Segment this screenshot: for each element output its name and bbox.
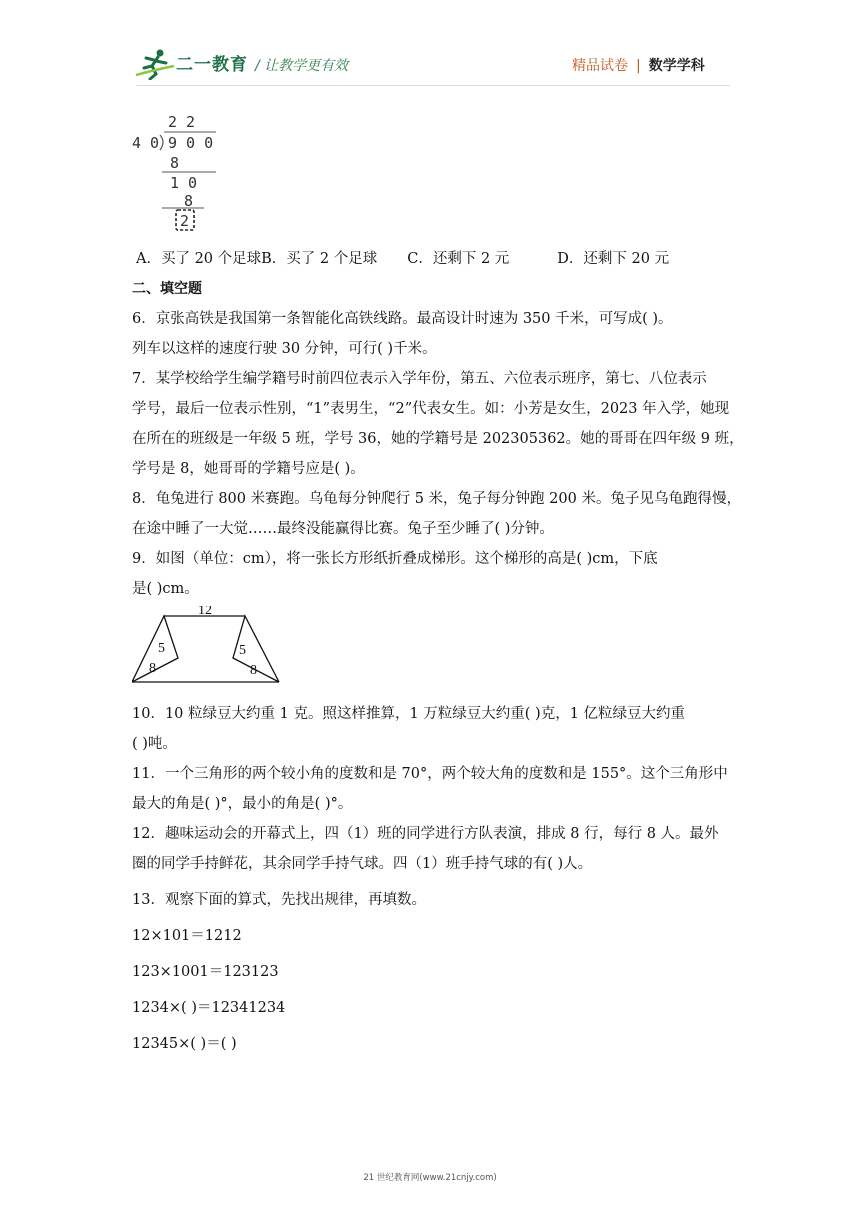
trapezoid-figure bbox=[132, 606, 292, 686]
section-title: 二、填空题 bbox=[132, 281, 202, 297]
header-separator: | bbox=[636, 58, 641, 74]
q11-line-1: 11．一个三角形的两个较小角的度数和是 70°，两个较大角的度数和是 155°。这个三角形中 bbox=[132, 766, 728, 782]
header-subject: 数学学科 bbox=[648, 58, 705, 74]
division-step2: 1 0 bbox=[170, 174, 198, 192]
q9-line-1: 9．如图（单位：cm），将一张长方形纸折叠成梯形。这个梯形的高是( )cm，下底 bbox=[132, 551, 658, 567]
q6-line-2: 列车以这样的速度行驶 30 分钟，可行( )千米。 bbox=[132, 341, 437, 357]
q5-options bbox=[132, 244, 732, 274]
header-right bbox=[572, 55, 705, 75]
q10-line-2: ( )吨。 bbox=[132, 736, 177, 752]
q9-line-2: 是( )cm。 bbox=[132, 581, 199, 597]
q13-equation-3: 1234×( )＝12341234 bbox=[132, 1000, 286, 1016]
division-dividend: 9 0 0 bbox=[168, 134, 214, 152]
q6-line-1: 6．京张高铁是我国第一条智能化高铁线路。最高设计时速为 350 千米，可写成( )。 bbox=[132, 311, 673, 327]
q8-line-2: 在途中睡了一大觉……最终没能赢得比赛。兔子至少睡了( )分钟。 bbox=[132, 521, 554, 537]
q5-option-a[interactable]: A．买了 20 个足球 bbox=[136, 251, 262, 267]
trap-top-label: 12 bbox=[198, 606, 212, 618]
division-step1: 8 bbox=[170, 154, 180, 172]
division-divisor: 4 0 bbox=[132, 134, 160, 152]
q13-equation-4: 12345×( )＝( ) bbox=[132, 1036, 237, 1052]
long-division-figure bbox=[128, 110, 238, 235]
q5-option-c[interactable]: C．还剩下 2 元 bbox=[407, 251, 510, 267]
q8-line-1: 8．龟兔进行 800 米赛跑。乌龟每分钟爬行 5 米，兔子每分钟跑 200 米。兔子见乌龟跑得慢， bbox=[132, 491, 741, 507]
q7-line-2: 学号，最后一位表示性别，“1”表男生，“2”代表女生。如：小芳是女生，2023 年入学，她现 bbox=[132, 401, 730, 417]
header-paper-type: 精品试卷 bbox=[572, 58, 628, 74]
q11-line-2: 最大的角是( )°，最小的角是( )°。 bbox=[132, 796, 353, 812]
header-divider bbox=[136, 85, 730, 86]
division-quotient: 2 2 bbox=[168, 113, 196, 131]
question-content bbox=[132, 244, 744, 1059]
trap-left-label-5: 5 bbox=[158, 641, 165, 656]
q13-equation-2: 123×1001＝123123 bbox=[132, 964, 279, 980]
trap-right-label-8: 8 bbox=[250, 663, 257, 678]
q7-line-4: 学号是 8，她哥哥的学籍号应是( )。 bbox=[132, 461, 365, 477]
q7-line-3: 在所在的班级是一年级 5 班，学号 36，她的学籍号是 202305362。她的哥哥在四年级 9 班， bbox=[132, 431, 744, 447]
page-footer: 21 世纪教育网(www.21cnjy.com) bbox=[363, 1173, 497, 1183]
division-step3: 8 bbox=[184, 192, 194, 210]
q12-line-1: 12．趣味运动会的开幕式上，四（1）班的同学进行方队表演，排成 8 行，每行 8 人。最外 bbox=[132, 826, 719, 842]
q12-line-2: 圈的同学手持鲜花，其余同学手持气球。四（1）班手持气球的有( )人。 bbox=[132, 856, 593, 872]
trap-right-label-5: 5 bbox=[239, 643, 246, 658]
page-header bbox=[0, 0, 860, 90]
q5-option-d[interactable]: D．还剩下 20 元 bbox=[557, 251, 670, 267]
division-remainder: 2 bbox=[180, 212, 190, 230]
q13-equation-1: 12×101＝1212 bbox=[132, 928, 242, 944]
trap-left-label-8: 8 bbox=[149, 661, 156, 676]
q7-line-1: 7．某学校给学生编学籍号时前四位表示入学年份，第五、六位表示班序，第七、八位表示 bbox=[132, 371, 707, 387]
q5-option-b[interactable]: B．买了 2 个足球 bbox=[261, 251, 378, 267]
q10-line-1: 10．10 粒绿豆大约重 1 克。照这样推算，1 万粒绿豆大约重( )克，1 亿粒绿豆大约重 bbox=[132, 706, 686, 722]
q13-line-1: 13．观察下面的算式，先找出规律，再填数。 bbox=[132, 892, 426, 908]
logo-text: 二一教育 bbox=[176, 55, 248, 75]
runner-logo-icon bbox=[136, 48, 176, 80]
header-slogan: / 让教学更有效 bbox=[255, 58, 349, 74]
